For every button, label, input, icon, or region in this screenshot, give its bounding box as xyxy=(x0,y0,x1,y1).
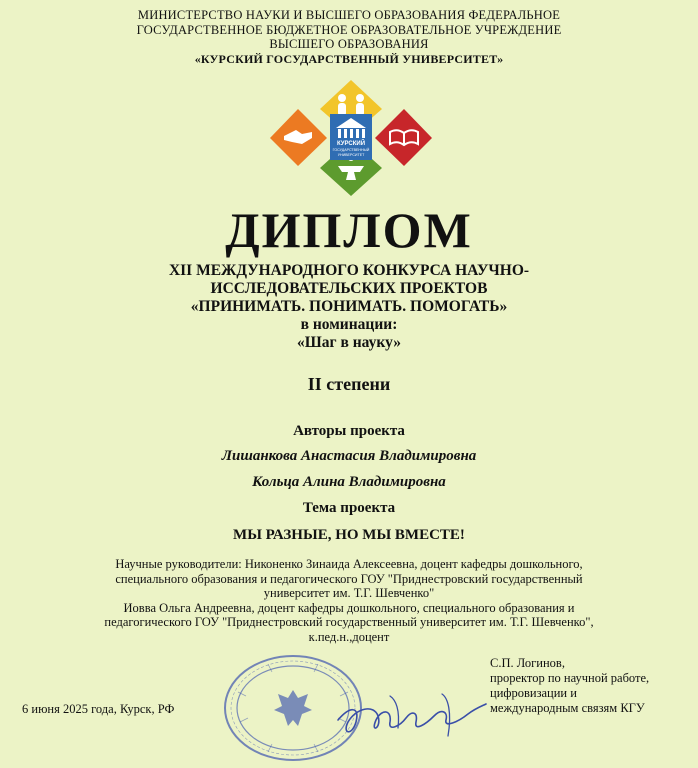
signature-icon xyxy=(330,676,490,756)
university-name: «КУРСКИЙ ГОСУДАРСТВЕННЫЙ УНИВЕРСИТЕТ» xyxy=(194,51,504,66)
contest-line-2: ИССЛЕДОВАТЕЛЬСКИХ ПРОЕКТОВ xyxy=(210,280,488,297)
ministry-line-3: ВЫСШЕГО ОБРАЗОВАНИЯ xyxy=(269,37,429,51)
university-logo-icon xyxy=(268,78,434,198)
supervisors-line-6: к.пед.н.,доцент xyxy=(308,629,390,644)
ministry-header xyxy=(0,8,698,66)
ministry-line-1: МИНИСТЕРСТВО НАУКИ И ВЫСШЕГО ОБРАЗОВАНИЯ ФЕДЕРАЛЬНОЕ xyxy=(137,8,561,22)
author-1: Лишанкова Анастасия Владимировна xyxy=(221,448,477,464)
signer-line-1: проректор по научной работе, xyxy=(490,671,650,685)
diploma-title: ДИПЛОМ xyxy=(225,202,473,258)
eagle-emblem-icon xyxy=(274,690,312,726)
author-2: Кольца Алина Владимировна xyxy=(252,474,446,490)
signer-line-3: международным связям КГУ xyxy=(490,701,645,715)
topic-heading: Тема проекта xyxy=(302,500,396,516)
logo-text-line-1: КУРСКИЙ xyxy=(336,141,366,147)
ministry-line-2: ГОСУДАРСТВЕННОЕ БЮДЖЕТНОЕ ОБРАЗОВАТЕЛЬНОЕ УЧРЕЖДЕНИЕ xyxy=(136,22,562,37)
supervisors-line-5: педагогического ГОУ "Приднестровский государственный университет им. Т.Г. Шевченко", xyxy=(104,615,594,629)
contest-line-3: «ПРИНИМАТЬ. ПОНИМАТЬ. ПОМОГАТЬ» xyxy=(190,298,508,315)
supervisors-line-1: Научные руководители: Никоненко Зинаида Алексеевна, доцент кафедры дошкольного, xyxy=(115,557,583,571)
issue-date: 6 июня 2025 года, Курск, РФ xyxy=(22,702,175,716)
nomination-name: «Шаг в науку» xyxy=(297,334,401,351)
nomination-label: в номинации: xyxy=(300,316,398,333)
supervisors-line-3: университет им. Т.Г. Шевченко" xyxy=(263,586,435,600)
contest-block xyxy=(0,262,698,352)
project-topic: МЫ РАЗНЫЕ, НО МЫ ВМЕСТЕ! xyxy=(233,527,465,543)
supervisors-line-4: Иовва Ольга Андреевна, доцент кафедры дошкольного, специального образования и xyxy=(123,600,575,615)
signer-name: С.П. Логинов, xyxy=(490,656,565,670)
contest-line-1: XII МЕЖДУНАРОДНОГО КОНКУРСА НАУЧНО- xyxy=(168,262,530,279)
diploma-degree: II степени xyxy=(307,374,391,394)
authors-heading: Авторы проекта xyxy=(293,423,405,439)
logo-text-line-2: ГОСУДАРСТВЕННЫЙ xyxy=(332,148,370,152)
signer-block xyxy=(490,656,690,716)
supervisors-block xyxy=(0,557,698,644)
signer-line-2: цифровизации и xyxy=(490,686,577,700)
logo-text-line-3: УНИВЕРСИТЕТ xyxy=(337,153,365,157)
supervisors-line-2: специального образования и педагогического ГОУ "Приднестровский государственный xyxy=(115,571,583,586)
